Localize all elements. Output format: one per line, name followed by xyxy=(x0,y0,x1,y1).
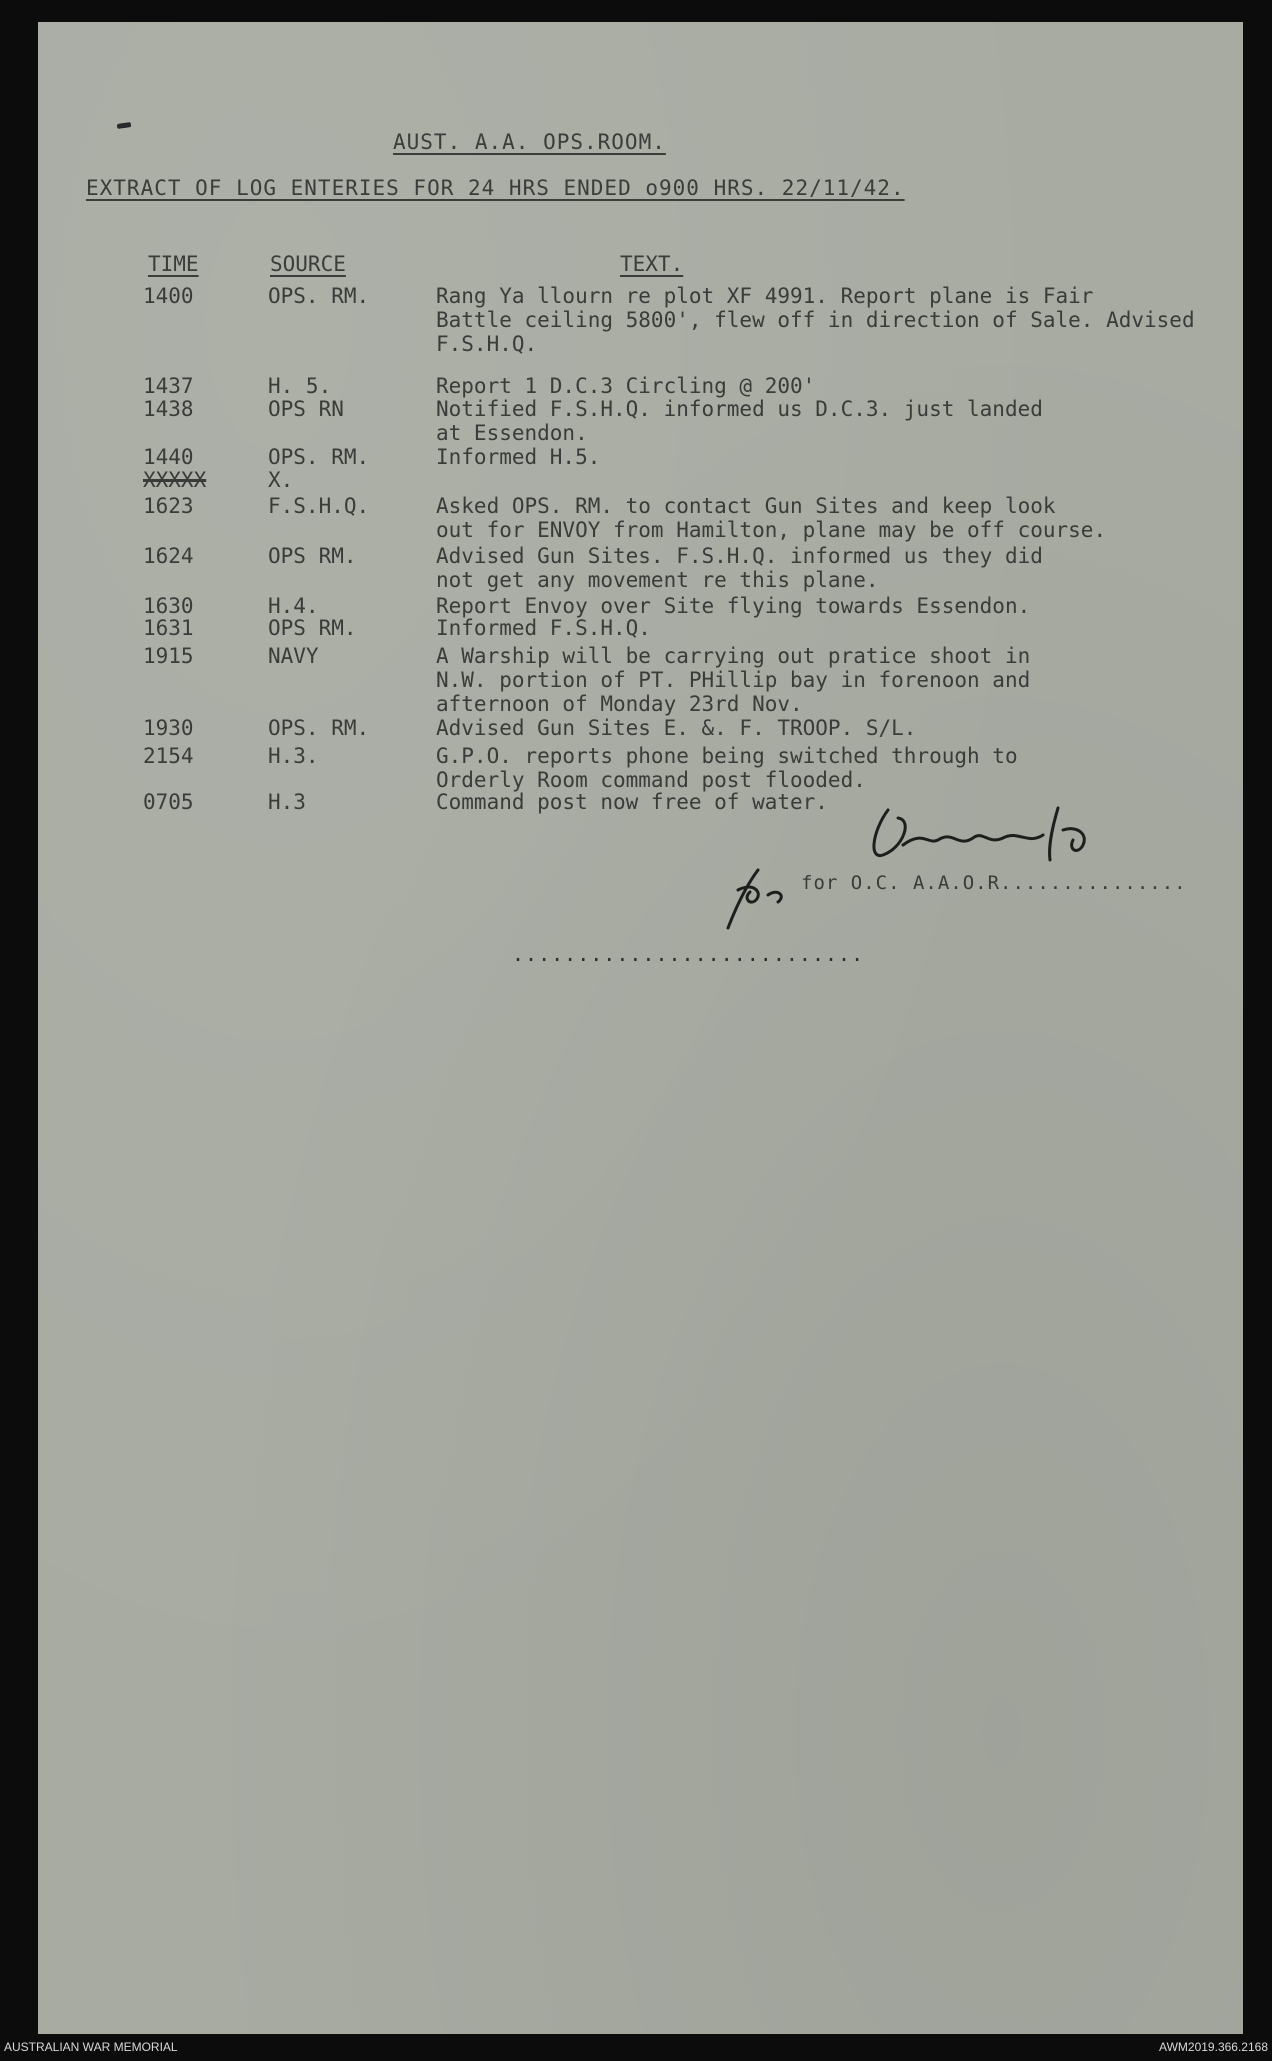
entry-time: 1624 xyxy=(143,544,194,568)
entry-time: 1438 xyxy=(143,397,194,421)
entry-time: 1630 xyxy=(143,594,194,618)
document-subheading: EXTRACT OF LOG ENTERIES FOR 24 HRS ENDED o900 HRS. 22/11/42. xyxy=(86,176,905,200)
entry-source: OPS RM. xyxy=(268,616,357,640)
entry-text-line: Informed F.S.H.Q. xyxy=(436,616,651,640)
entry-text-line: Orderly Room command post flooded. xyxy=(436,768,866,792)
entry-text-line: Advised Gun Sites. F.S.H.Q. informed us they did xyxy=(436,544,1043,568)
entry-text-line: N.W. portion of PT. PHillip bay in forenoon and xyxy=(436,668,1031,692)
column-header-time: TIME xyxy=(148,252,199,276)
entry-text-line: not get any movement re this plane. xyxy=(436,568,879,592)
entry-source: OPS. RM. xyxy=(268,445,370,469)
entry-time: 1440 xyxy=(143,445,194,469)
entry-text-line: Battle ceiling 5800', flew off in direction of Sale. Advised xyxy=(436,308,1195,332)
separator-dots: ........................... xyxy=(512,942,865,966)
entry-time: 1915 xyxy=(143,644,194,668)
entry-text-line: out for ENVOY from Hamilton, plane may be off course. xyxy=(436,518,1107,542)
entry-text-line: Notified F.S.H.Q. informed us D.C.3. just landed xyxy=(436,397,1043,421)
column-header-source: SOURCE xyxy=(270,252,346,276)
entry-time: 0705 xyxy=(143,790,194,814)
entry-time: 1930 xyxy=(143,716,194,740)
entry-source: NAVY xyxy=(268,644,319,668)
entry-source: H. 5. xyxy=(268,374,332,398)
entry-source: OPS. RM. xyxy=(268,716,370,740)
entry-text-line: F.S.H.Q. xyxy=(436,332,538,356)
entry-text-line: Report Envoy over Site flying towards Essendon. xyxy=(436,594,1031,618)
entry-source: H.3. xyxy=(268,744,319,768)
entry-text-line: Asked OPS. RM. to contact Gun Sites and keep look xyxy=(436,494,1056,518)
entry-text-line: Command post now free of water. xyxy=(436,790,828,814)
entry-text-line: Report 1 D.C.3 Circling @ 200' xyxy=(436,374,816,398)
entry-text-line: Informed H.5. xyxy=(436,445,601,469)
entry-source: OPS. RM. xyxy=(268,284,370,308)
footer-accession-number: AWM2019.366.2168 xyxy=(1159,2040,1268,2054)
entry-time: 2154 xyxy=(143,744,194,768)
entry-text-line: at Essendon. xyxy=(436,421,588,445)
entry-source: H.3 xyxy=(268,790,306,814)
entry-source: X. xyxy=(268,468,294,492)
entry-time: 1400 xyxy=(143,284,194,308)
entry-source: OPS RN xyxy=(268,397,344,421)
entry-time: 1437 xyxy=(143,374,194,398)
entry-text-line: A Warship will be carrying out pratice shoot in xyxy=(436,644,1031,668)
entry-text-line: Advised Gun Sites E. &. F. TROOP. S/L. xyxy=(436,716,917,740)
document-heading: AUST. A.A. OPS.ROOM. xyxy=(393,130,666,154)
signature-block: for O.C. A.A.O.R............... xyxy=(801,872,1187,894)
signature-handwriting xyxy=(698,800,1243,930)
entry-text-line: afternoon of Monday 23rd Nov. xyxy=(436,692,803,716)
entry-time: XXXXX xyxy=(143,468,207,492)
entry-text-line: G.P.O. reports phone being switched through to xyxy=(436,744,1018,768)
entry-source: F.S.H.Q. xyxy=(268,494,370,518)
pen-mark xyxy=(117,122,132,129)
entry-text-line: Rang Ya llourn re plot XF 4991. Report plane is Fair xyxy=(436,284,1094,308)
entry-time: 1623 xyxy=(143,494,194,518)
column-header-text: TEXT. xyxy=(620,252,684,276)
document-page xyxy=(38,22,1243,2034)
footer-credit: AUSTRALIAN WAR MEMORIAL xyxy=(4,2040,178,2054)
entry-source: H.4. xyxy=(268,594,319,618)
entry-time: 1631 xyxy=(143,616,194,640)
entry-source: OPS RM. xyxy=(268,544,357,568)
